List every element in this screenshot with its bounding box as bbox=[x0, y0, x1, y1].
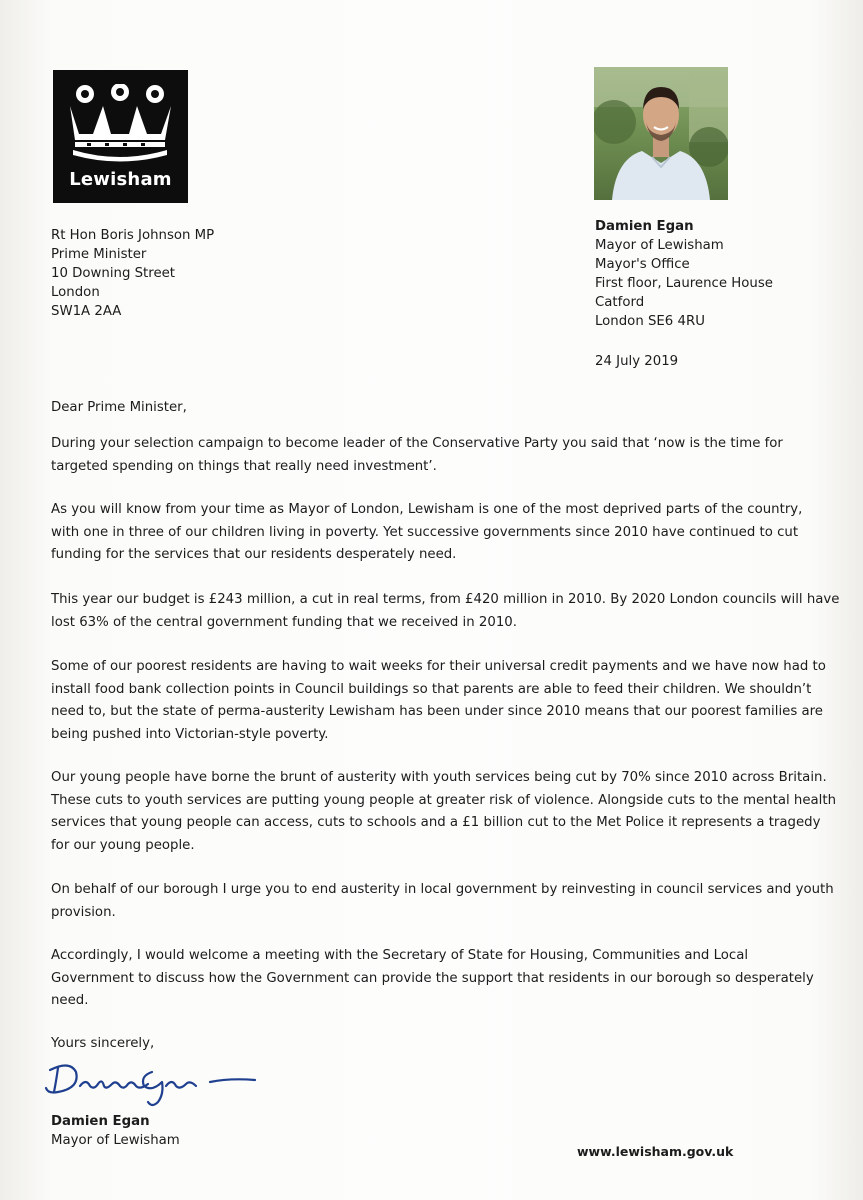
crown-icon bbox=[65, 84, 176, 166]
website-link[interactable]: www.lewisham.gov.uk bbox=[577, 1144, 734, 1159]
letter-date: 24 July 2019 bbox=[595, 354, 679, 369]
paragraph-line: being pushed into Victorian-style poverty. bbox=[51, 726, 329, 742]
salutation: Dear Prime Minister, bbox=[51, 400, 187, 415]
paragraph-line: On behalf of our borough I urge you to end austerity in local government by reinvesting in council services and youth bbox=[51, 882, 834, 897]
sender-line: Mayor of Lewisham bbox=[595, 238, 724, 253]
paragraph-line: Government to discuss how the Government can provide the support that residents in our borough so desperately bbox=[51, 970, 814, 986]
paragraph-line: targeted spending on things that really need investment’. bbox=[51, 458, 437, 474]
recipient-line: SW1A 2AA bbox=[51, 304, 122, 319]
paragraph-line: for our young people. bbox=[51, 837, 195, 853]
paragraph-line: need to, but the state of perma-austerity Lewisham has been under since 2010 means that our poorest families are bbox=[51, 704, 823, 719]
signoff-title: Mayor of Lewisham bbox=[51, 1133, 180, 1148]
paragraph-line: This year our budget is £243 million, a cut in real terms, from £420 million in 2010. By 2020 London councils will have bbox=[51, 592, 840, 607]
paragraph-line: Our young people have borne the brunt of austerity with youth services being cut by 70% since 2010 across Britain. bbox=[51, 770, 827, 785]
paragraph-line: services that young people can access, cuts to schools and a £1 billion cut to the Met Police it represents a tragedy bbox=[51, 815, 821, 830]
recipient-line: Rt Hon Boris Johnson MP bbox=[51, 228, 215, 243]
body-paragraph bbox=[51, 656, 826, 746]
paragraph-line: As you will know from your time as Mayor of London, Lewisham is one of the most deprived parts of the country, bbox=[51, 502, 803, 517]
paragraph-line: During your selection campaign to become leader of the Conservative Party you said that ‘now is the time for bbox=[51, 436, 783, 451]
recipient-line: London bbox=[51, 285, 100, 300]
body-paragraph bbox=[51, 767, 837, 857]
lewisham-logo bbox=[53, 70, 188, 203]
paragraph-line: lost 63% of the central government funding that we received in 2010. bbox=[51, 614, 517, 630]
paragraph-line: funding for the services that our residents desperately need. bbox=[51, 547, 457, 562]
sender-line: London SE6 4RU bbox=[595, 314, 705, 329]
closing-line: Yours sincerely, bbox=[51, 1036, 155, 1051]
paragraph-line: Some of our poorest residents are having to wait weeks for their universal credit payments and we have now had to bbox=[51, 659, 826, 674]
paragraph-line: These cuts to youth services are putting young people at greater risk of violence. Alongside cuts to the mental health bbox=[51, 792, 837, 808]
sender-address bbox=[595, 217, 773, 331]
paragraph-line: install food bank collection points in Council buildings so that parents are able to feed their children. We shouldn’t bbox=[51, 681, 812, 697]
body-paragraph bbox=[51, 945, 821, 1013]
sender-line: First floor, Laurence House bbox=[595, 276, 773, 291]
mayor-portrait-photo bbox=[594, 67, 728, 200]
body-paragraph bbox=[51, 499, 821, 567]
sender-line: Mayor's Office bbox=[595, 257, 690, 272]
recipient-line: 10 Downing Street bbox=[51, 266, 176, 281]
logo-wordmark: Lewisham bbox=[69, 169, 172, 190]
sender-line: Catford bbox=[595, 295, 645, 310]
recipient-address bbox=[51, 226, 214, 321]
signoff-block bbox=[51, 1112, 180, 1150]
body-paragraph bbox=[51, 433, 821, 478]
handwritten-signature bbox=[40, 1058, 280, 1108]
signoff-name: Damien Egan bbox=[51, 1114, 150, 1129]
body-paragraph bbox=[51, 879, 834, 924]
body-paragraph bbox=[51, 589, 840, 634]
recipient-line: Prime Minister bbox=[51, 247, 147, 262]
paragraph-line: with one in three of our children living in poverty. Yet successive governments since 2010 have continued to cut bbox=[51, 524, 799, 540]
paragraph-line: provision. bbox=[51, 904, 116, 920]
paragraph-line: Accordingly, I would welcome a meeting with the Secretary of State for Housing, Communities and Local bbox=[51, 948, 749, 963]
sender-name: Damien Egan bbox=[595, 219, 694, 234]
paragraph-line: need. bbox=[51, 993, 89, 1008]
